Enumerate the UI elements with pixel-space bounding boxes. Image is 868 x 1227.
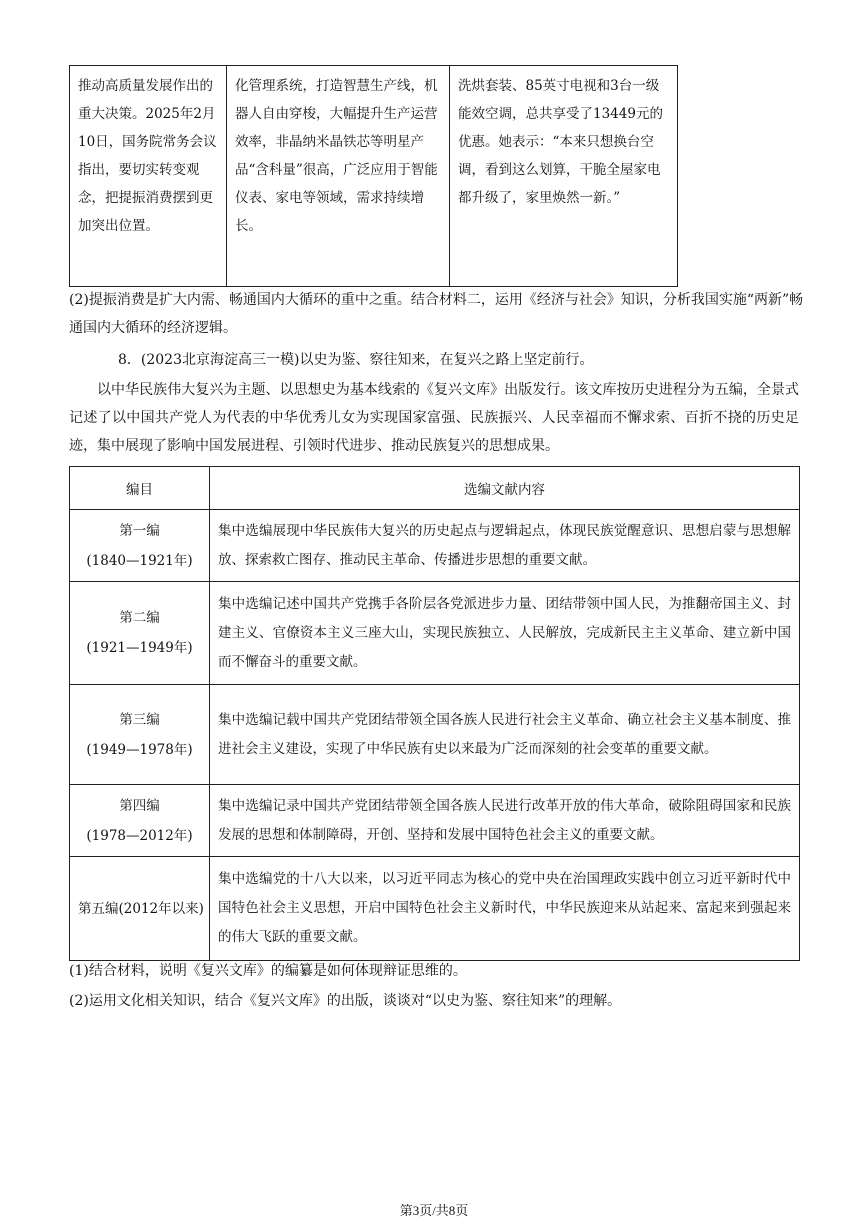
question-8-intro: 以中华民族伟大复兴为主题、以思想史为基本线索的《复兴文库》出版发行。该文库按历史进程分为五编，全景式记述了以中国共产党人为代表的中华优秀儿女为实现国家富强、民族振兴、人民幸福而不懈求索、百折不挠的历史足迹，集中展现了影响中国发展进程、引领时代进步、推动民族复兴的思想成果。	[69, 382, 799, 454]
table-row	[70, 857, 800, 961]
volume-cell	[70, 685, 210, 785]
question-8-2: (2)运用文化相关知识，结合《复兴文库》的出版，谈谈对“以史为鉴、察往知来”的理解。	[69, 993, 622, 1009]
header-contents: 选编文献内容	[210, 467, 800, 510]
volume-name: 第五编(2012年以来)	[78, 900, 204, 917]
material-cell-3: 洗烘套装、85英寸电视和3台一级能效空调，总共享受了13449元的优惠。她表示：“本来只想换台空调，看到这么划算，干脆全屋家电都升级了，家里焕然一新。”	[450, 66, 678, 287]
table-row	[70, 685, 800, 785]
volume-name: 第一编	[119, 522, 160, 539]
volume-content: 集中选编记载中国共产党团结带领全国各族人民进行社会主义革命、确立社会主义基本制度、推进社会主义建设，实现了中华民族有史以来最为广泛而深刻的社会变革的重要文献。	[210, 685, 800, 785]
table-row	[70, 582, 800, 685]
volume-cell	[70, 582, 210, 685]
question-8-heading: 8．(2023北京海淀高三一模)以史为鉴、察往知来，在复兴之路上坚定前行。	[118, 352, 594, 368]
volume-content: 集中选编记述中国共产党携手各阶层各党派进步力量、团结带领中国人民，为推翻帝国主义、封建主义、官僚资本主义三座大山，实现民族独立、人民解放，完成新民主主义革命、建立新中国而不懈奋斗的重要文献。	[210, 582, 800, 685]
volume-name: 第二编	[119, 610, 160, 626]
volume-name: 第三编	[119, 711, 160, 728]
volume-cell	[70, 857, 210, 961]
volume-years: (1921—1949年)	[86, 640, 193, 656]
material-continuation-table	[69, 65, 678, 287]
volume-years: (1978—2012年)	[86, 827, 193, 844]
volume-years: (1949—1978年)	[86, 741, 193, 758]
material-cell-1: 推动高质量发展作出的重大决策。2025年2月10日，国务院常务会议指出，要切实转变观念，把提振消费摆到更加突出位置。	[70, 66, 227, 287]
page-number: 第3页/共8页	[399, 1203, 469, 1218]
material-cell-2: 化管理系统，打造智慧生产线，机器人自由穿梭，大幅提升生产运营效率，非晶纳米晶铁芯等明星产品“含科量”很高，广泛应用于智能仪表、家电等领域，需求持续增长。	[227, 66, 450, 287]
volume-content: 集中选编党的十八大以来，以习近平同志为核心的党中央在治国理政实践中创立习近平新时代中国特色社会主义思想，开启中国特色社会主义新时代，中华民族迎来从站起来、富起来到强起来的伟大飞跃的重要文献。	[210, 857, 800, 961]
volume-content: 集中选编展现中华民族伟大复兴的历史起点与逻辑起点，体现民族觉醒意识、思想启蒙与思想解放、探索救亡图存、推动民主革命、传播进步思想的重要文献。	[210, 510, 800, 582]
volume-years: (1840—1921年)	[86, 552, 193, 569]
volume-cell	[70, 510, 210, 582]
header-catalog: 编目	[70, 467, 210, 510]
table-row	[70, 785, 800, 857]
volume-cell	[70, 785, 210, 857]
volume-name: 第四编	[119, 797, 160, 814]
fuxing-library-table	[69, 466, 800, 961]
question-8-1: (1)结合材料，说明《复兴文库》的编纂是如何体现辩证思维的。	[69, 963, 467, 979]
table-header-row	[70, 467, 800, 510]
table-row	[70, 510, 800, 582]
volume-content: 集中选编记录中国共产党团结带领全国各族人民进行改革开放的伟大革命，破除阻碍国家和民族发展的思想和体制障碍，开创、坚持和发展中国特色社会主义的重要文献。	[210, 785, 800, 857]
question-7-2: (2)提振消费是扩大内需、畅通国内大循环的重中之重。结合材料二，运用《经济与社会》知识，分析我国实施“两新”畅通国内大循环的经济逻辑。	[69, 292, 804, 336]
